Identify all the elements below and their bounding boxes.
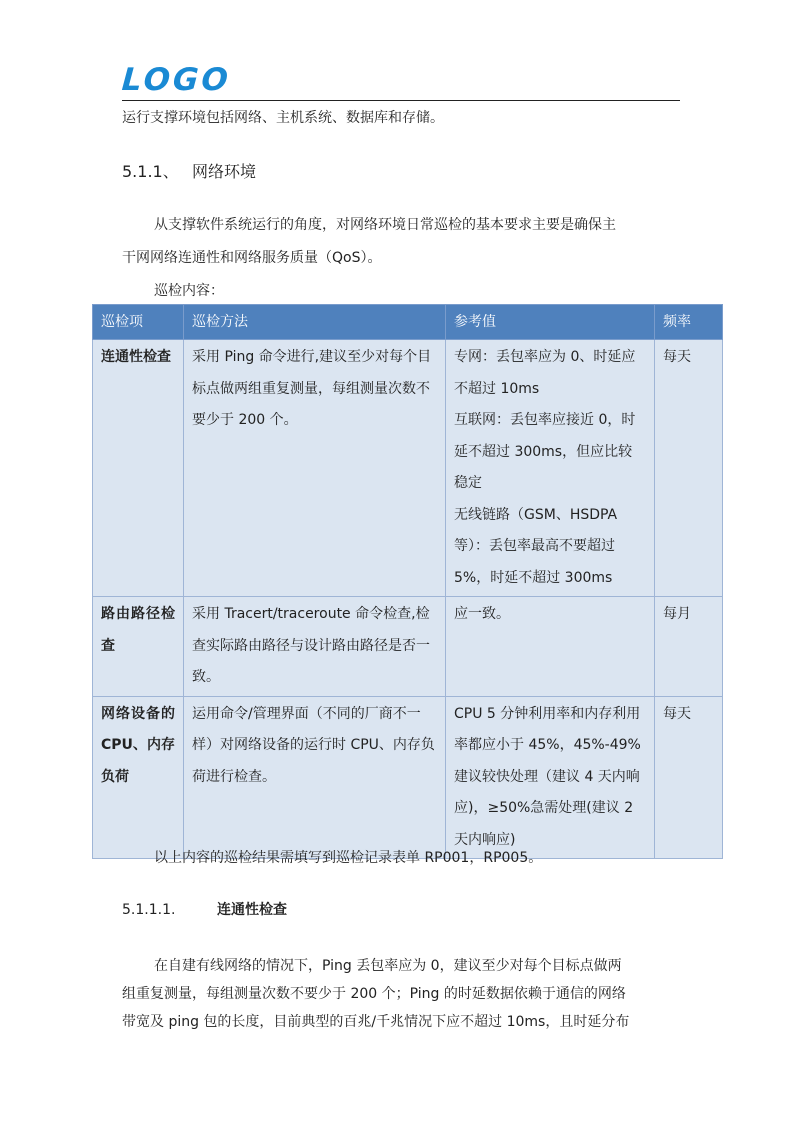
method-cell: 采用 Ping 命令进行,建议至少对每个目标点做两组重复测量，每组测量次数不要少于 200 个。: [184, 340, 446, 597]
column-header: 参考值: [446, 305, 655, 340]
body-line: 组重复测量，每组测量次数不要少于 200 个；Ping 的时延数据依赖于通信的网络: [122, 986, 626, 1002]
reference-cell: [446, 597, 655, 697]
column-header: 巡检方法: [184, 305, 446, 340]
method-cell: 运用命令/管理界面（不同的厂商不一样）对网络设备的运行时 CPU、内存负荷进行检查。: [184, 696, 446, 859]
reference-line: 无线链路（GSM、HSDPA 等）：丢包率最高不要超过 5%，时延不超过 300ms: [454, 506, 618, 586]
section-heading: [122, 162, 256, 182]
table-caption: 巡检内容：: [154, 283, 224, 299]
column-header: 频率: [655, 305, 723, 340]
body-line: 在自建有线网络的情况下，Ping 丢包率应为 0，建议至少对每个目标点做两: [154, 958, 622, 974]
reference-cell: [446, 696, 655, 859]
subsection-heading: [122, 900, 287, 920]
item-cell: 网络设备的CPU、内存负荷: [93, 696, 184, 859]
body-paragraph: [122, 952, 682, 1036]
subsection-title: 连通性检查: [217, 902, 287, 918]
frequency-cell: 每月: [655, 597, 723, 697]
table-header-row: [93, 305, 723, 340]
reference-line: CPU 5 分钟利用率和内存利用率都应小于 45%，45%-49%建议较快处理（建议 4 天内响应)，≥50%急需处理(建议 2 天内响应): [454, 705, 641, 848]
item-cell: 路由路径检查: [93, 597, 184, 697]
table-row: [93, 597, 723, 697]
column-header: 巡检项: [93, 305, 184, 340]
section-title: 网络环境: [192, 162, 257, 181]
after-table-note: 以上内容的巡检结果需填写到巡检记录表单 RP001，RP005。: [154, 850, 543, 866]
body-line: 带宽及 ping 包的长度，目前典型的百兆/千兆情况下应不超过 10ms，且时延分布: [122, 1014, 630, 1030]
logo: LOGO: [120, 62, 233, 98]
reference-line: 互联网：丢包率应接近 0，时延不超过 300ms，但应比较稳定: [454, 412, 636, 491]
table-row: [93, 340, 723, 597]
table-row: [93, 696, 723, 859]
paragraph-line: 干网网络连通性和网络服务质量（QoS）。: [122, 250, 382, 266]
subsection-number: 5.1.1.1.: [122, 902, 176, 918]
frequency-cell: 每天: [655, 696, 723, 859]
intro-paragraph: 运行支撑环境包括网络、主机系统、数据库和存储。: [122, 110, 444, 126]
header-divider: [122, 100, 680, 101]
item-cell: 连通性检查: [93, 340, 184, 597]
paragraph-line: 从支撑软件系统运行的角度，对网络环境日常巡检的基本要求主要是确保主: [154, 217, 616, 233]
inspection-table: [92, 304, 723, 859]
reference-cell: [446, 340, 655, 597]
frequency-cell: 每天: [655, 340, 723, 597]
reference-line: 专网：丢包率应为 0、时延应不超过 10ms: [454, 349, 636, 397]
reference-line: 应一致。: [454, 606, 510, 622]
method-cell: 采用 Tracert/traceroute 命令检查,检查实际路由路径与设计路由路径是否一致。: [184, 597, 446, 697]
section-number: 5.1.1、: [122, 162, 179, 181]
